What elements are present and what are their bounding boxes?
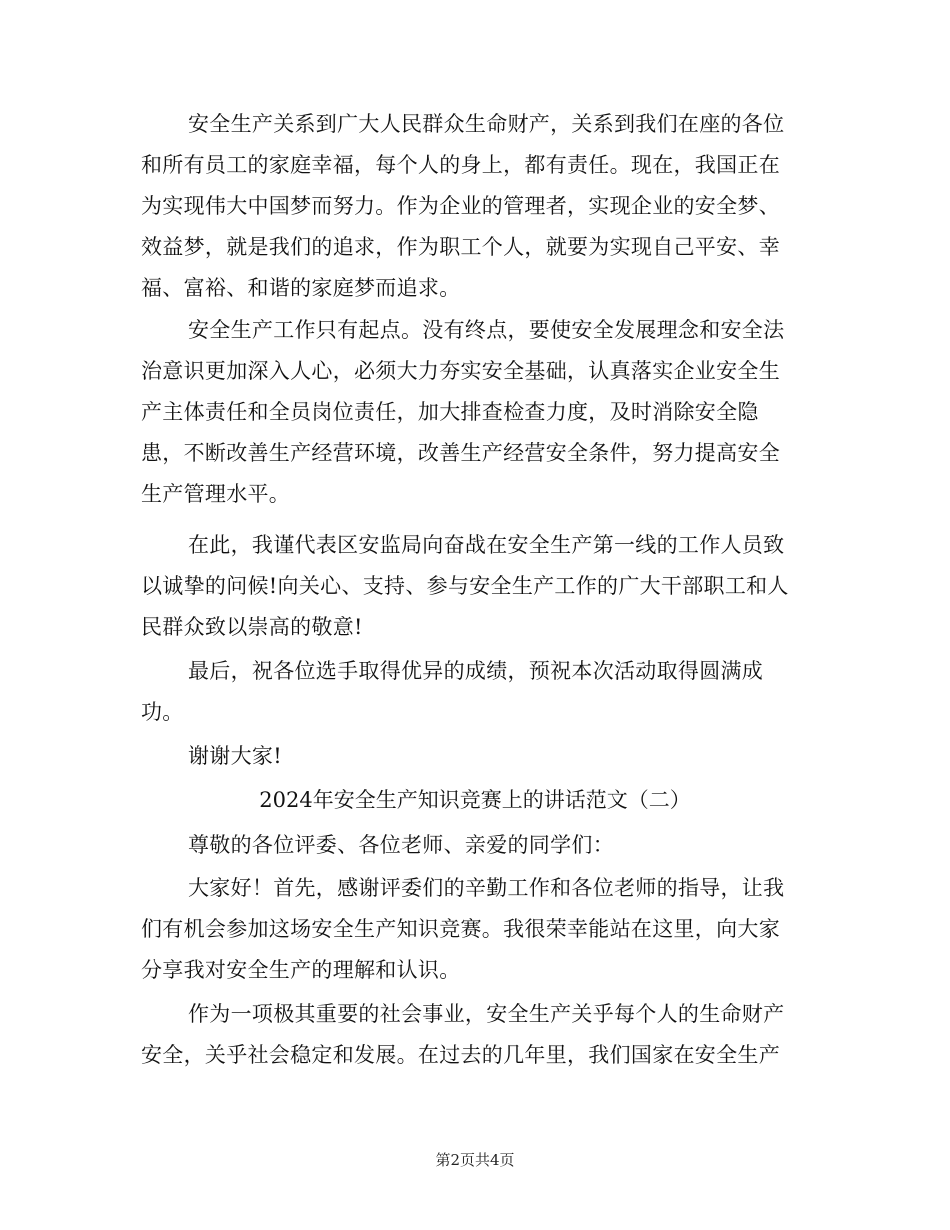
text-line: 功。 bbox=[141, 700, 184, 724]
text-line: 分享我对安全生产的理解和认识。 bbox=[141, 958, 461, 982]
text-line: 治意识更加深入人心，必须大力夯实安全基础，认真落实企业安全生 bbox=[141, 359, 780, 383]
text-line: 生产管理水平。 bbox=[141, 482, 291, 506]
text-line: 安全生产工作只有起点。没有终点，要使安全发展理念和安全法 bbox=[188, 318, 785, 342]
text-line: 安全，关乎社会稳定和发展。在过去的几年里，我们国家在安全生产 bbox=[141, 1043, 780, 1067]
text-line: 谢谢大家! bbox=[188, 744, 282, 768]
text-line: 产主体责任和全员岗位责任，加大排查检查力度，及时消除安全隐 bbox=[141, 400, 759, 424]
text-line: 民群众致以崇高的敬意! bbox=[141, 615, 363, 639]
text-line: 效益梦，就是我们的追求，作为职工个人，就要为实现自己平安、幸 bbox=[141, 235, 780, 259]
text-line: 为实现伟大中国梦而努力。作为企业的管理者，实现企业的安全梦、 bbox=[141, 194, 780, 218]
text-line: 最后，祝各位选手取得优异的成绩，预祝本次活动取得圆满成 bbox=[188, 659, 764, 683]
text-line: 在此，我谨代表区安监局向奋战在安全生产第一线的工作人员致 bbox=[188, 533, 785, 557]
text-line: 福、富裕、和谐的家庭梦而追求。 bbox=[141, 276, 461, 300]
section-title: 2024年安全生产知识竞赛上的讲话范文（二） bbox=[259, 788, 691, 812]
text-line: 作为一项极其重要的社会事业，安全生产关乎每个人的生命财产 bbox=[188, 1002, 785, 1026]
text-line: 患，不断改善生产经营环境，改善生产经营安全条件，努力提高安全 bbox=[141, 441, 780, 465]
text-line: 安全生产关系到广大人民群众生命财产，关系到我们在座的各位 bbox=[188, 112, 785, 136]
text-line: 大家好！首先，感谢评委们的辛勤工作和各位老师的指导，让我 bbox=[188, 876, 785, 900]
text-line: 们有机会参加这场安全生产知识竞赛。我很荣幸能站在这里，向大家 bbox=[141, 917, 780, 941]
text-line: 以诚挚的问候!向关心、支持、参与安全生产工作的广大干部职工和人 bbox=[141, 574, 789, 598]
text-line: 尊敬的各位评委、各位老师、亲爱的同学们： bbox=[188, 833, 614, 857]
text-line: 和所有员工的家庭幸福，每个人的身上，都有责任。现在，我国正在 bbox=[141, 153, 780, 177]
page-number: 第2页共4页 bbox=[435, 1151, 515, 1169]
